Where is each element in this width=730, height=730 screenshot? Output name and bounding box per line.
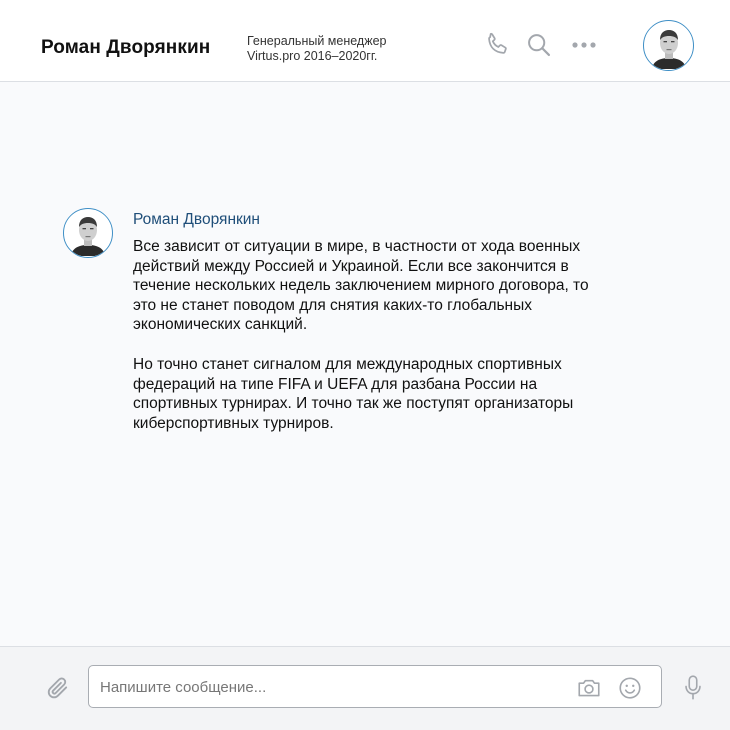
message-input[interactable]: [100, 676, 560, 698]
contact-subtitle: [247, 34, 386, 64]
message-paragraph: Все зависит от ситуации в мире, в частности от хода военных действий между Россией и Украиной. Если все закончится в течение нескольких недель заключением мирного договора, то это не станет поводом для снятия каких-то глобальных экономических санкций.: [133, 238, 589, 334]
search-icon: [525, 31, 553, 59]
microphone-icon: [680, 673, 706, 703]
smile-icon: [617, 675, 643, 701]
contact-subtitle-line2: Virtus.pro 2016–2020гг.: [247, 49, 378, 63]
contact-avatar[interactable]: [643, 20, 694, 71]
paperclip-icon: [44, 674, 72, 702]
more-button[interactable]: [569, 30, 599, 60]
avatar-photo-icon: [65, 210, 111, 256]
attach-button[interactable]: [42, 672, 74, 704]
chat-header: [0, 0, 730, 82]
emoji-button[interactable]: [616, 674, 644, 702]
voice-message-button[interactable]: [678, 672, 708, 704]
contact-subtitle-line1: Генеральный менеджер: [247, 34, 387, 48]
contact-name: Роман Дворянкин: [41, 37, 211, 58]
avatar-photo-icon: [646, 23, 692, 69]
message-body: [133, 237, 603, 433]
message-author-avatar[interactable]: [63, 208, 113, 258]
camera-button[interactable]: [575, 674, 603, 702]
phone-icon: [483, 31, 511, 59]
camera-icon: [576, 675, 602, 701]
search-button[interactable]: [524, 30, 554, 60]
more-icon: [569, 40, 599, 50]
message-input-box: [88, 665, 662, 708]
message-author-name[interactable]: Роман Дворянкин: [133, 211, 260, 228]
call-button[interactable]: [482, 30, 512, 60]
message-paragraph: Но точно станет сигналом для международных спортивных федераций на типе FIFA и UEFA для разбана России на спортивных турнирах. И точно так же поступят организаторы киберспортивных турниров.: [133, 355, 574, 432]
